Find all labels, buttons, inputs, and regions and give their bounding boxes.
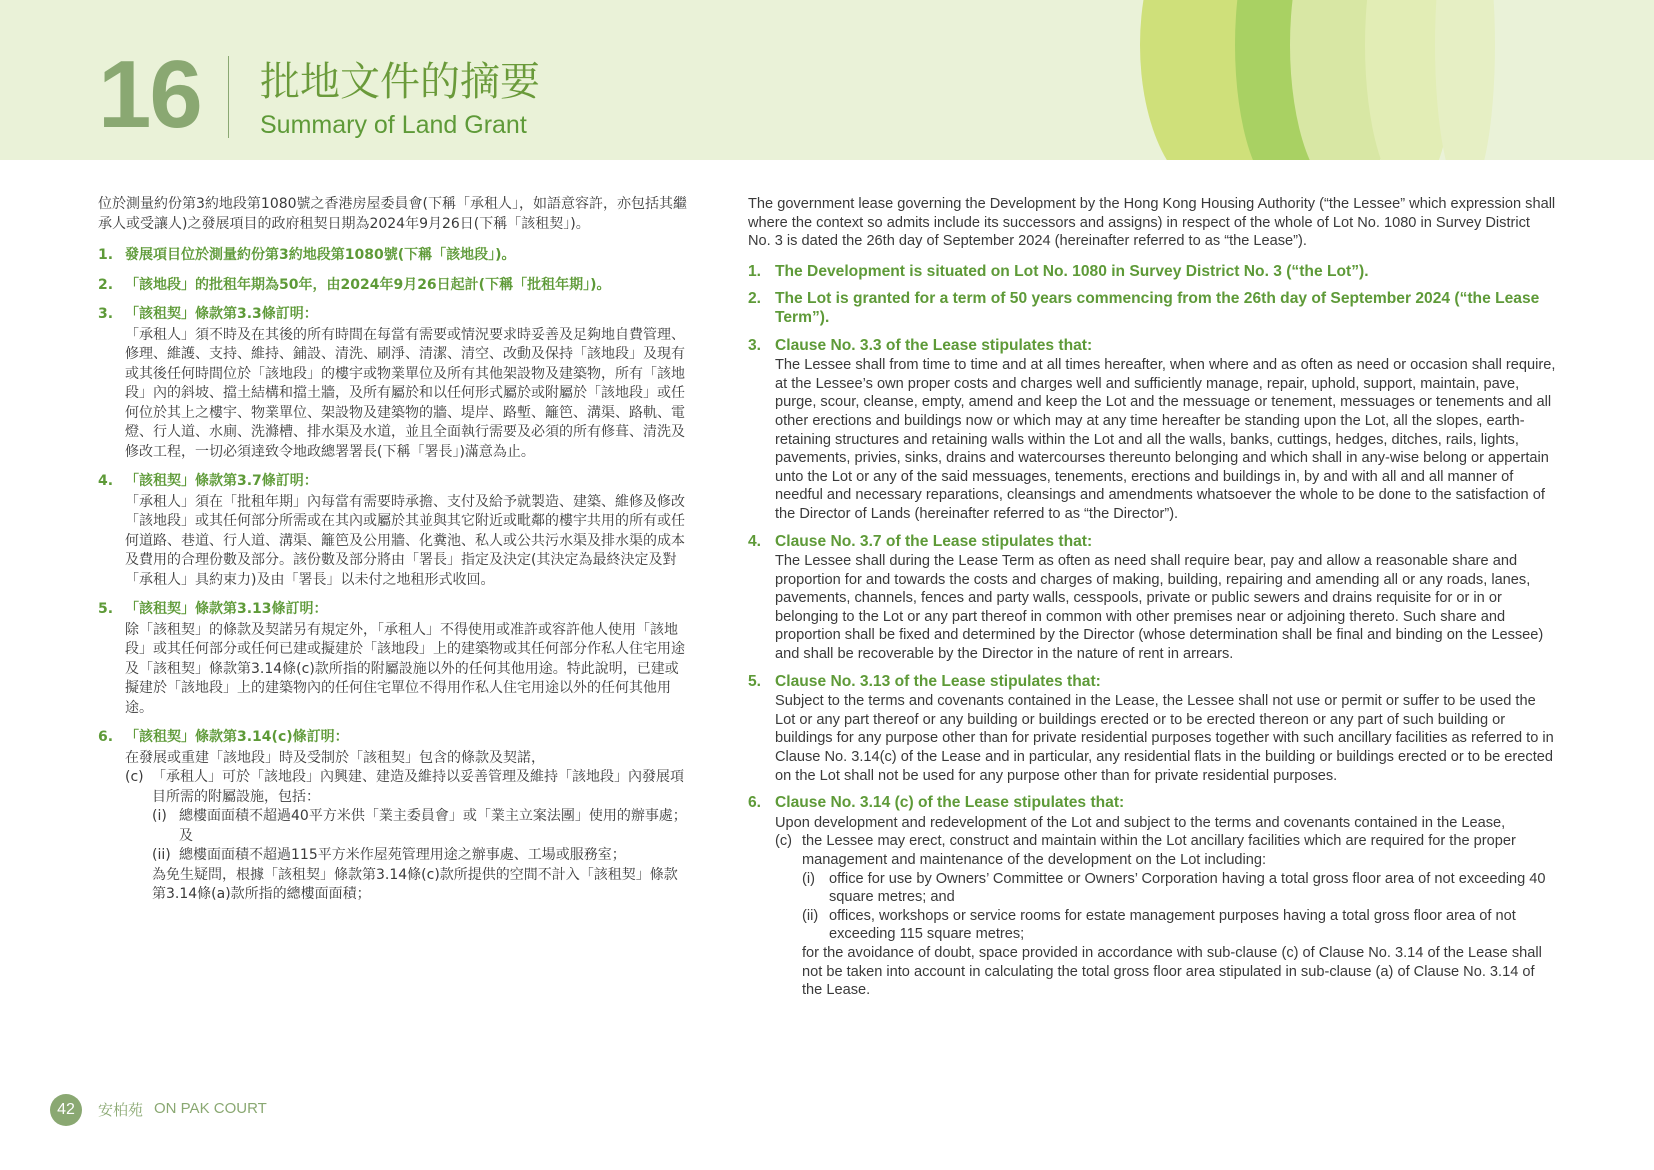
clause-tail: for the avoidance of doubt, space provided in accordance with sub-clause (c) of Clause No. 3.14 of the Lease shall not be taken into account in calculating the total gross floor area stipulated in sub-clause (a) of Clause No. 3.14 of the Lease. bbox=[802, 944, 1542, 999]
item-number: 3. bbox=[98, 306, 114, 322]
sub-clause-label: (c) bbox=[125, 769, 144, 785]
sub-clause-text: 「承租人」可於「該地段」內興建、建造及維持以妥善管理及維持「該地段」內發展項目所需的附屬設施，包括： bbox=[152, 769, 684, 805]
item-body: The Lessee shall during the Lease Term as often as need shall require bear, pay and allow a reasonable share and proportion for and towards the costs and charges of making, building, repairing and amending all or any roads, lanes, pavements, channels, fences and party walls, cesspools, private or public sewers and drains requisite for or in or belonging to the Lot or any part thereof in common with other premises near or adjoining thereto. Such share and proportion shall be fixed and determined by the Director (whose determination shall be final and binding on the Lessee) and shall be recoverable by the Director in the nature of rent in arrears. bbox=[775, 553, 1544, 663]
sub-item-text: offices, workshops or service rooms for estate management purposes having a total gross floor area of not exceeding 115 square metres; bbox=[829, 907, 1516, 943]
item-heading: The Lot is granted for a term of 50 years commencing from the 26th day of September 2024 (“the Lease Term”). bbox=[775, 290, 1540, 326]
sub-item-label: (i) bbox=[152, 808, 167, 824]
item-body: The Lessee shall from time to time and at all times hereafter, when where and as often as need or occasion shall require, at the Lessee’s own proper costs and charges well and sufficiently manage, repair, uphold, support, maintain, pave, purge, scour, cleanse, empty, amend and keep the Lot and the messuage or tenement, messuages or tenements and all other erections and buildings now or which may at any time hereafter be standing upon the Lot, all the slopes, earth-retaining structures and retaining walls within the Lot and all the walls, banks, cuttings, hedges, ditches, rails, lights, pavements, privies, sinks, drains and watercourses thereunto belonging and which shall in any-wise belong or appertain unto the Lot or any of the said messuages, tenements, erections and buildings in, by and with all and all manner of needful and necessary reparations, cleansings and amendments whatsoever the whole to be done to the satisfaction of the Director of Lands (hereinafter referred to as “the Director”). bbox=[775, 357, 1556, 522]
sub-item-text: 總樓面面積不超過40平方米供「業主委員會」或「業主立案法團」使用的辦事處；及 bbox=[179, 808, 687, 844]
clause-item-en-2 bbox=[748, 290, 1556, 327]
item-heading: Clause No. 3.14 (c) of the Lease stipulates that: bbox=[775, 794, 1125, 812]
item-heading: Clause No. 3.13 of the Lease stipulates that: bbox=[775, 672, 1101, 690]
intro-paragraph-zh: 位於測量約份第3約地段第1080號之香港房屋委員會(下稱「承租人」，如語意容許，亦包括其繼承人或受讓人)之發展項目的政府租契日期為2024年9月26日(下稱「該租契」)。 bbox=[98, 196, 687, 232]
clause-tail: 為免生疑問，根據「該租契」條款第3.14條(c)款所提供的空間不計入「該租契」條款第3.14條(a)款所指的總樓面面積； bbox=[152, 866, 678, 902]
item-heading: The Development is situated on Lot No. 1080 in Survey District No. 3 (“the Lot”). bbox=[775, 262, 1369, 280]
sub-clause-label: (c) bbox=[775, 833, 793, 850]
sub-clause-c bbox=[775, 832, 1556, 999]
item-number: 1. bbox=[98, 247, 114, 263]
item-number: 3. bbox=[748, 336, 762, 354]
title-divider bbox=[228, 56, 229, 138]
clause-item-zh-3 bbox=[98, 305, 688, 462]
item-heading: 「該租契」條款第3.13條訂明： bbox=[125, 601, 328, 617]
page-title-en: Summary of Land Grant bbox=[260, 111, 527, 139]
item-body: 除「該租契」的條款及契諾另有規定外，「承租人」不得使用或准許或容許他人使用「該地段」或其任何部分或任何已建或擬建於「該地段」上的建築物或其任何部分作私人住宅用途及「該租契」條款第3.14條(c)款所指的附屬設施以外的任何其他用途。特此說明，已建或擬建於「該地段」上的建築物內的任何住宅單位不得用作私人住宅用途以外的任何其他用途。 bbox=[125, 621, 685, 716]
sub-item-text: 總樓面面積不超過115平方米作屋苑管理用途之辦事處、工場或服務室； bbox=[179, 847, 626, 863]
page-title-zh: 批地文件的摘要 bbox=[260, 59, 540, 105]
clause-item-zh-1 bbox=[98, 246, 688, 266]
page-header bbox=[0, 0, 1654, 160]
sub-item-text: office for use by Owners’ Committee or Owners’ Corporation having a total gross floor area of not exceeding 40 square metres; and bbox=[829, 870, 1546, 906]
sub-item-i bbox=[802, 870, 1556, 907]
clause-item-en-6 bbox=[748, 794, 1556, 1000]
sub-item-label: (i) bbox=[802, 870, 815, 887]
sub-item-ii bbox=[152, 846, 688, 866]
item-number: 6. bbox=[98, 729, 114, 745]
page-number-badge: 42 bbox=[50, 1094, 82, 1126]
sub-item-label: (ii) bbox=[802, 907, 819, 924]
clause-item-zh-6 bbox=[98, 728, 688, 905]
intro-paragraph-en: The government lease governing the Development by the Hong Kong Housing Authority (“the Lessee” which expression shall where the context so admits include its successors and assigns) in respect of the whole of Lot No. 1080 in Survey District No. 3 is dated the 26th day of September 2024 (hereinafter referred to as “the Lease”). bbox=[748, 196, 1556, 250]
sub-clause-text: the Lessee may erect, construct and maintain within the Lot ancillary facilities which are required for the proper management and maintenance of the development on the Lot including: bbox=[802, 833, 1516, 868]
sub-item-i bbox=[152, 807, 688, 846]
item-heading: 「該租契」條款第3.14(c)條訂明： bbox=[125, 729, 349, 745]
footer-name-zh: 安柏苑 bbox=[98, 1101, 144, 1119]
leaf-decoration bbox=[1120, 0, 1654, 160]
item-heading: Clause No. 3.7 of the Lease stipulates that: bbox=[775, 532, 1093, 550]
chinese-column bbox=[98, 195, 688, 915]
item-body: 「承租人」須不時及在其後的所有時間在每當有需要或情況要求時妥善及足夠地自費管理、修理、維護、支持、維持、鋪設、清洗、刷淨、清潔、清空、改動及保持「該地段」及現有或其後任何時間位於「該地段」的樓宇或物業單位及所有其他架設物及建築物，所有「該地段」內的斜坡、擋土結構和擋土牆，及所有屬於和以任何形式屬於或附屬於「該地段」或任何位於其上之樓宇、物業單位、架設物及建築物的牆、堤岸、路塹、籬笆、溝渠、路軌、電燈、行人道、水廁、洗滌槽、排水渠及水道，並且全面執行需要及必須的所有修葺、清洗及修改工程，一切必須達致令地政總署署長(下稱「署長」)滿意為止。 bbox=[125, 326, 685, 460]
english-column bbox=[748, 195, 1556, 1009]
item-body: 在發展或重建「該地段」時及受制於「該租契」包含的條款及契諾， bbox=[125, 749, 545, 766]
clause-item-en-3 bbox=[748, 337, 1556, 524]
clause-item-zh-4 bbox=[98, 472, 688, 590]
item-body: Upon development and redevelopment of the Lot and subject to the terms and covenants contained in the Lease, bbox=[775, 814, 1506, 831]
item-number: 2. bbox=[98, 276, 114, 293]
item-body: 「承租人」須在「批租年期」內每當有需要時承擔、支付及給予就製造、建築、維修及修改「該地段」或其任何部分所需或在其內或屬於其並與其它附近或毗鄰的樓宇共用的所有或任何道路、巷道、行人道、溝渠、籬笆及公用牆、化糞池、私人或公共污水渠及排水渠的成本及費用的合理份數及部分。該份數及部分將由「署長」指定及決定(其決定為最終決定及對「承租人」具約束力)及由「署長」以未付之地租形式收回。 bbox=[125, 493, 685, 588]
clause-item-en-5 bbox=[748, 673, 1556, 786]
clause-item-zh-2 bbox=[98, 276, 688, 296]
item-number: 5. bbox=[98, 601, 114, 617]
sub-item-ii bbox=[802, 907, 1556, 944]
item-heading: Clause No. 3.3 of the Lease stipulates that: bbox=[775, 336, 1093, 354]
item-heading: 「該地段」的批租年期為50年，由2024年9月26日起計(下稱「批租年期」)。 bbox=[125, 276, 611, 293]
item-number: 5. bbox=[748, 672, 762, 690]
item-heading: 發展項目位於測量約份第3約地段第1080號(下稱「該地段」)。 bbox=[125, 247, 516, 263]
sub-item-label: (ii) bbox=[152, 847, 171, 863]
clause-item-en-1 bbox=[748, 263, 1556, 282]
item-heading: 「該租契」條款第3.7條訂明： bbox=[125, 473, 318, 489]
item-number: 6. bbox=[748, 794, 762, 812]
item-number: 4. bbox=[98, 473, 114, 489]
clause-item-zh-5 bbox=[98, 600, 688, 718]
item-number: 4. bbox=[748, 532, 762, 550]
item-body: Subject to the terms and covenants contained in the Lease, the Lessee shall not use or permit or suffer to be used the Lot or any part thereof or any building or buildings erected or to be erected thereon or any part of such building or buildings for any purpose other than for private residential purposes together with such ancillary facilities as referred to in Clause No. 3.14(c) of the Lease and in particular, any residential flats in the building or buildings erected or to be erected on the Lot shall not be used for any purpose other than for private residential purposes. bbox=[775, 693, 1554, 784]
item-number: 1. bbox=[748, 262, 762, 280]
sub-clause-c bbox=[125, 768, 688, 905]
item-number: 2. bbox=[748, 290, 762, 308]
item-heading: 「該租契」條款第3.3條訂明： bbox=[125, 306, 318, 322]
clause-item-en-4 bbox=[748, 533, 1556, 664]
footer-name-en: ON PAK COURT bbox=[154, 1100, 267, 1117]
section-number: 16 bbox=[98, 41, 201, 148]
